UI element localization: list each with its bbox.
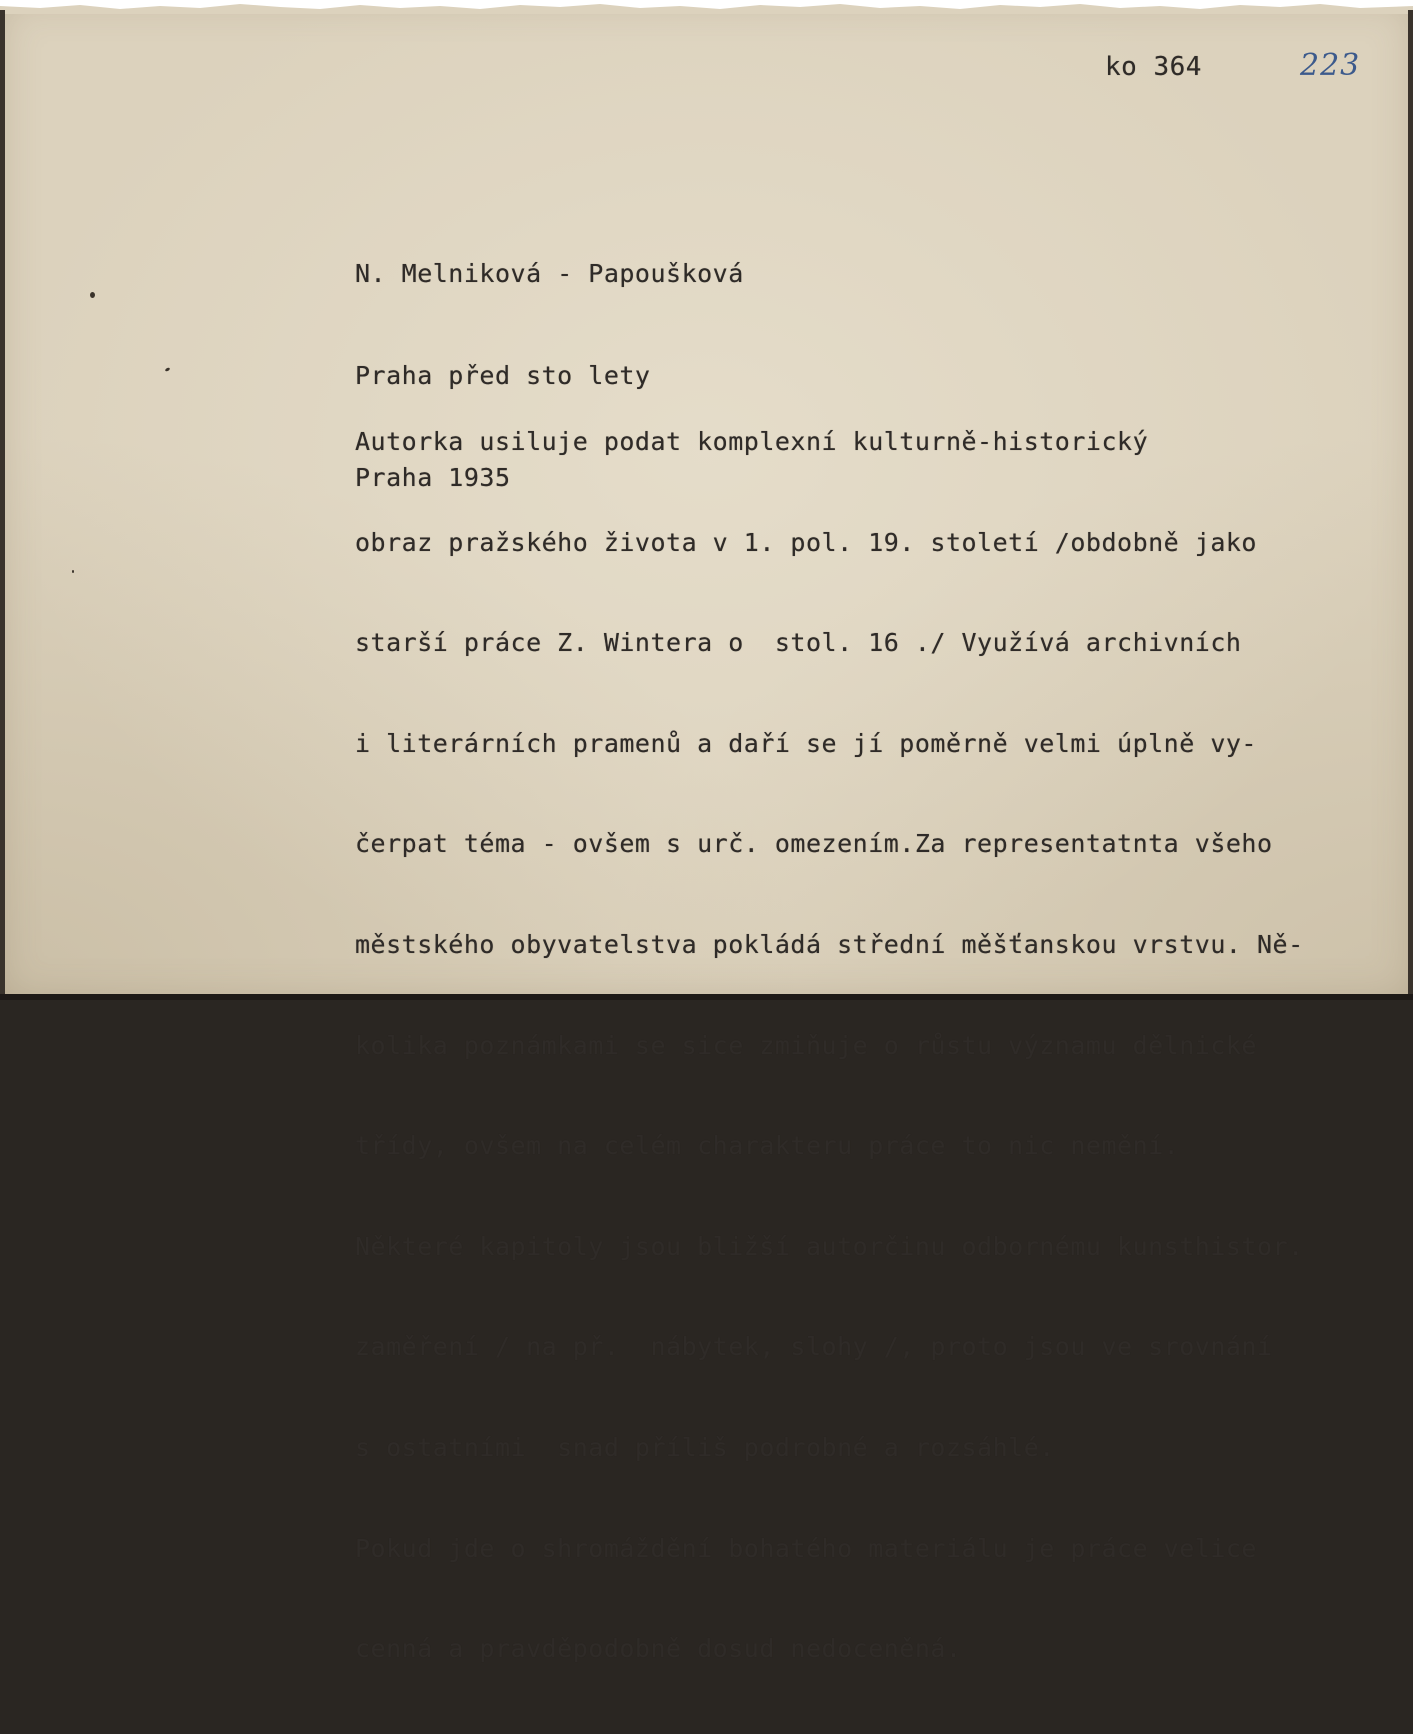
text-line: čerpat téma - ovšem s urč. omezením.Za representatnta všeho	[355, 829, 1273, 859]
text-line: obraz pražského života v 1. pol. 19. století /obdobně jako	[355, 527, 1257, 557]
text-line: Autorka usiluje podat komplexní kulturně-historický	[355, 427, 1149, 456]
text-line: cenná a pravděpodobně dosud nedoceněná.	[355, 1634, 962, 1664]
title-line: Praha před sto lety	[355, 361, 651, 390]
review-text	[355, 368, 1304, 1734]
paper-speck	[165, 367, 171, 372]
text-line: městského obyvatelstva pokládá střední měšťanskou vrstvu. Ně-	[355, 929, 1304, 959]
text-line: starší práce Z. Wintera o stol. 16 ./ Využívá archivních	[355, 628, 1242, 658]
text-line: kolika poznámkami se sice zmiňuje o růstu významu dělnické	[355, 1030, 1257, 1060]
paper-speck	[72, 570, 74, 573]
text-line: i literárních pramenů a daří se jí poměrně velmi úplně vy-	[355, 728, 1257, 758]
reference-code: ko 364	[1105, 52, 1202, 82]
text-line: Pokud jde o shromáždění bohatého materiálu je práce velice	[355, 1533, 1257, 1563]
text-line: s ostatními snad příliš podrobné a rozsáhlé.	[355, 1432, 1055, 1462]
handwritten-number: 223	[1300, 48, 1361, 83]
left-edge-shadow	[0, 10, 5, 1000]
text-line: zaměření / na př. nábytek, slohy /, proto jsou ve srovnání	[355, 1332, 1273, 1362]
text-line: třídy, ovšem na celém charakteru práce to nic nemění.	[355, 1131, 1180, 1161]
text-line: Některé kapitoly jsou bližší autorčinu odbornému kunsthistor.	[355, 1231, 1304, 1261]
publication-line: Praha 1935	[355, 463, 511, 492]
author-line: N. Melniková - Papoušková	[355, 259, 744, 288]
right-edge-shadow	[1408, 10, 1413, 1000]
paper-speck	[90, 292, 95, 298]
torn-top-edge	[0, 0, 1413, 14]
